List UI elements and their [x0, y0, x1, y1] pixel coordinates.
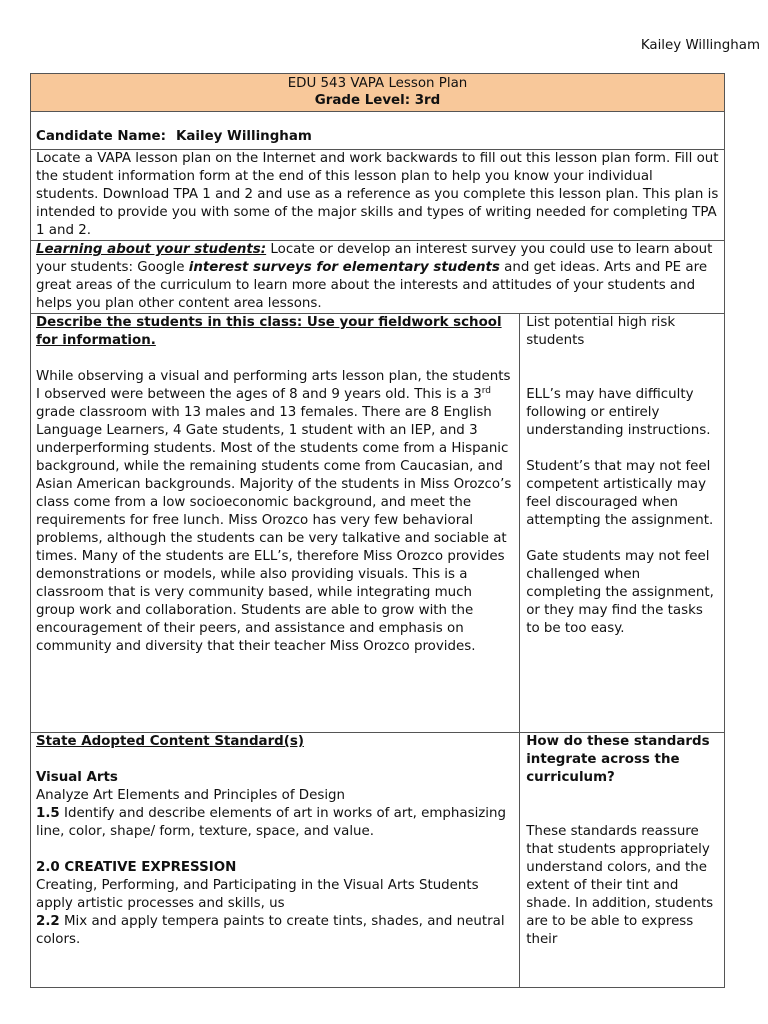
standard-1-5-number: 1.5: [36, 806, 60, 821]
learning-text-b: and get ideas. Arts and PE are great areas of the curriculum to learn more about the interests and attitudes of your students and helps you plan other content area lessons.: [36, 260, 708, 311]
risk-item-gate: Gate students may not feel challenged when completing the assignment, or they may find the tasks to be too easy.: [526, 549, 714, 636]
risk-cell: [520, 314, 725, 733]
learning-heading: Learning about your students:: [36, 242, 267, 257]
standards-cell: [31, 733, 520, 988]
students-row: [31, 314, 725, 733]
describe-text-b: grade classroom with 13 males and 13 females. There are 8 English Language Learners, 4 Gate students, 1 student with an IEP, and 3 underperforming students. Most of the students come from a Hispanic background, while the remaining students come from Caucasian, and Asian American backgrounds. Majority of the students in Miss Orozco’s class come from a low socioeconomic background, and meet the requirements for free lunch. Miss Orozco has very few behavioral problems, although the students can be very talkative and sociable at times. Many of the students are ELL’s, therefore Miss Orozco provides demonstrations or models, while also providing visuals. This is a classroom that is very community based, while integrating much group work and collaboration. Students are able to grow with the encouragement of their peers, and assistance and emphasis on community and diversity that their teacher Miss Orozco provides.: [36, 405, 512, 654]
learning-row: [31, 241, 725, 314]
lesson-plan-table: [30, 73, 725, 988]
standard-2-2-number: 2.2: [36, 914, 60, 929]
standard-1-5-text: Identify and describe elements of art in works of art, emphasizing line, color, shape/ form, texture, space, and value.: [36, 806, 507, 839]
ordinal-sup: rd: [481, 386, 492, 396]
standard-2-0: 2.0 CREATIVE EXPRESSION: [36, 860, 237, 875]
describe-text-a: While observing a visual and performing arts lesson plan, the students I observed were between the ages of 8 and 9 years old. This is a 3: [36, 369, 511, 402]
candidate-row: [31, 112, 725, 150]
title-cell: [31, 74, 725, 112]
plan-title: EDU 543 VAPA Lesson Plan: [287, 76, 468, 91]
candidate-name: Kailey Willingham: [175, 129, 312, 144]
author-name: Kailey Willingham: [640, 38, 760, 53]
standard-2-0-text: Creating, Performing, and Participating in the Visual Arts Students apply artistic processes and skills, us: [36, 878, 479, 911]
integrate-heading: How do these standards integrate across the curriculum?: [526, 734, 710, 785]
describe-heading: Describe the students in this class: Use your fieldwork school for information.: [36, 315, 502, 348]
integrate-text: These standards reassure that students appropriately understand colors, and the extent of their tint and shade. In addition, students are to be able to express their: [526, 824, 714, 947]
describe-cell: [31, 314, 520, 733]
integrate-cell: [520, 733, 725, 988]
risk-heading: List potential high risk students: [526, 315, 676, 348]
candidate-cell: [31, 112, 725, 150]
standard-2-2: [36, 913, 514, 949]
instructions-row: [31, 150, 725, 241]
learning-emphasis: interest surveys for elementary students: [188, 260, 500, 275]
grade-level: Grade Level: 3rd: [314, 93, 441, 108]
describe-paragraph: [36, 368, 514, 656]
standards-strand: Analyze Art Elements and Principles of Design: [36, 788, 346, 803]
title-row: [31, 74, 725, 112]
learning-cell: [31, 241, 725, 314]
standards-subject: Visual Arts: [36, 770, 118, 785]
risk-item-ell: ELL’s may have difficulty following or entirely understanding instructions.: [526, 387, 711, 438]
standard-1-5: [36, 805, 514, 841]
standards-heading: State Adopted Content Standard(s): [36, 734, 304, 749]
risk-item-artistic: Student’s that may not feel competent artistically may feel discouraged when attempting the assignment.: [526, 459, 714, 528]
standard-2-2-text: Mix and apply tempera paints to create tints, shades, and neutral colors.: [36, 914, 505, 947]
candidate-label: Candidate Name:: [36, 129, 166, 144]
learning-text-a: Locate or develop an interest survey you could use to learn about your students: Google: [36, 242, 713, 275]
standards-row: [31, 733, 725, 988]
instructions-cell: Locate a VAPA lesson plan on the Internet and work backwards to fill out this lesson plan form. Fill out the student information form at the end of this lesson plan to help you know your individual students. Download TPA 1 and 2 and use as a reference as you complete this lesson plan. This plan is intended to provide you with some of the major skills and types of writing needed for completing TPA 1 and 2.: [31, 150, 725, 241]
